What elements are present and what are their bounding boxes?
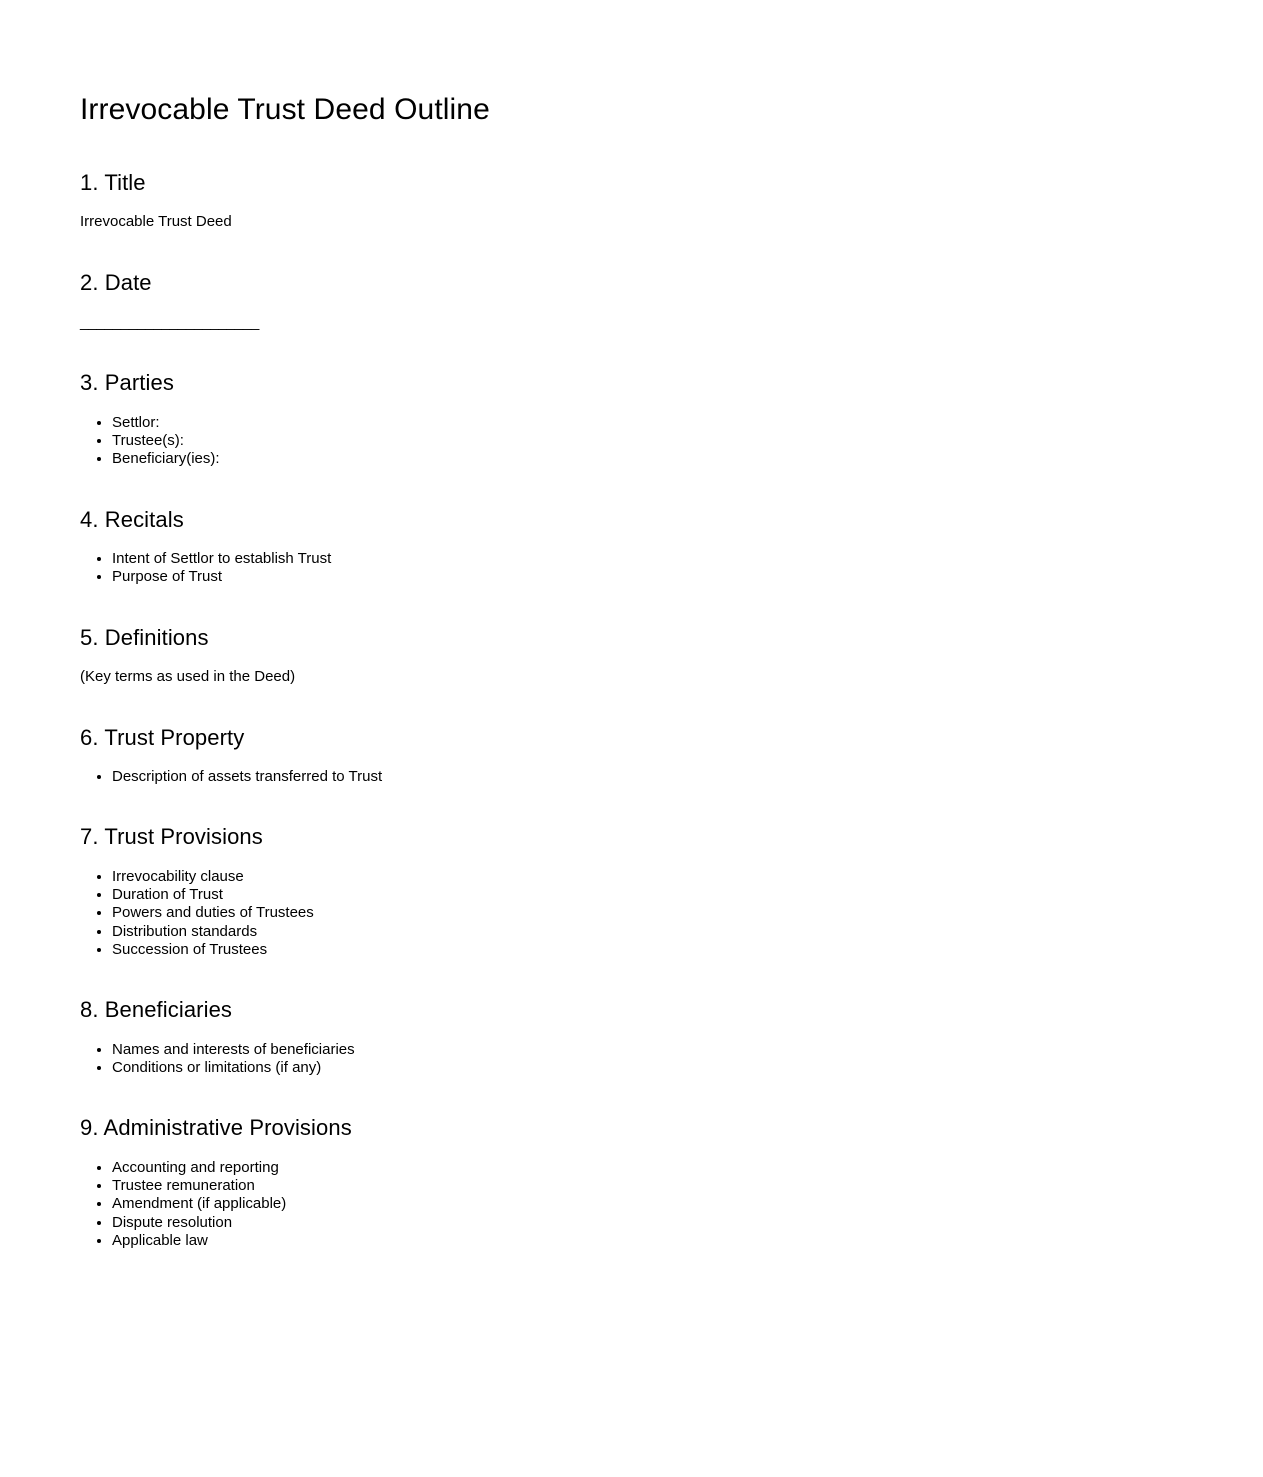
page-title: Irrevocable Trust Deed Outline bbox=[80, 93, 490, 126]
section-recitals bbox=[80, 507, 1183, 587]
list-item: • Applicable law bbox=[112, 1232, 1183, 1250]
section-body-definitions: (Key terms as used in the Deed) bbox=[80, 667, 296, 685]
spacer bbox=[80, 232, 1183, 270]
section-heading-parties: 3. Parties bbox=[80, 370, 174, 396]
spacer bbox=[80, 297, 1183, 314]
list-item: • Conditions or limitations (if any) bbox=[112, 1059, 1183, 1077]
section-list-trust-property bbox=[80, 768, 1183, 786]
section-date bbox=[80, 270, 1183, 332]
section-trust-property bbox=[80, 725, 1183, 787]
section-parties bbox=[80, 370, 1183, 468]
section-trust-provisions bbox=[80, 824, 1183, 959]
section-heading-definitions: 5. Definitions bbox=[80, 624, 209, 650]
date-blank-line: ______________________ bbox=[80, 313, 260, 331]
section-heading-beneficiaries: 8. Beneficiaries bbox=[80, 997, 233, 1023]
list-item: • Amendment (if applicable) bbox=[112, 1195, 1183, 1213]
list-item: • Intent of Settlor to establish Trust bbox=[112, 550, 1183, 568]
spacer bbox=[80, 851, 1183, 868]
spacer bbox=[80, 469, 1183, 507]
spacer bbox=[80, 651, 1183, 668]
section-title bbox=[80, 170, 1183, 232]
list-item: • Succession of Trustees bbox=[112, 941, 1183, 959]
section-heading-date: 2. Date bbox=[80, 270, 152, 296]
list-item: • Duration of Trust bbox=[112, 886, 1183, 904]
list-item: • Dispute resolution bbox=[112, 1214, 1183, 1232]
spacer bbox=[80, 533, 1183, 550]
section-body-title: Irrevocable Trust Deed bbox=[80, 213, 232, 231]
list-item: • Accounting and reporting bbox=[112, 1159, 1183, 1177]
list-item: • Trustee(s): bbox=[112, 432, 1183, 450]
section-list-administrative-provisions bbox=[80, 1159, 1183, 1250]
section-list-beneficiaries bbox=[80, 1041, 1183, 1078]
section-heading-trust-property: 6. Trust Property bbox=[80, 724, 245, 750]
section-list-parties bbox=[80, 414, 1183, 469]
section-heading-recitals: 4. Recitals bbox=[80, 506, 184, 532]
spacer bbox=[80, 1077, 1183, 1115]
spacer bbox=[80, 751, 1183, 768]
section-heading-trust-provisions: 7. Trust Provisions bbox=[80, 824, 263, 850]
spacer bbox=[80, 959, 1183, 997]
list-item: • Beneficiary(ies): bbox=[112, 450, 1183, 468]
section-heading-administrative-provisions: 9. Administrative Provisions bbox=[80, 1115, 352, 1141]
section-beneficiaries bbox=[80, 997, 1183, 1077]
list-item: • Settlor: bbox=[112, 414, 1183, 432]
section-administrative-provisions bbox=[80, 1115, 1183, 1250]
section-heading-title: 1. Title bbox=[80, 170, 146, 195]
spacer bbox=[80, 687, 1183, 725]
spacer bbox=[80, 128, 1183, 170]
list-item: • Powers and duties of Trustees bbox=[112, 904, 1183, 922]
section-list-trust-provisions bbox=[80, 868, 1183, 959]
list-item: • Purpose of Trust bbox=[112, 568, 1183, 586]
spacer bbox=[80, 397, 1183, 414]
list-item: • Description of assets transferred to Trust bbox=[112, 768, 1183, 786]
list-item: • Names and interests of beneficiaries bbox=[112, 1041, 1183, 1059]
list-item: • Irrevocability clause bbox=[112, 868, 1183, 886]
spacer bbox=[80, 332, 1183, 370]
spacer bbox=[80, 587, 1183, 625]
spacer bbox=[80, 1142, 1183, 1159]
list-item: • Trustee remuneration bbox=[112, 1177, 1183, 1195]
section-definitions bbox=[80, 625, 1183, 687]
spacer bbox=[80, 1024, 1183, 1041]
spacer bbox=[80, 786, 1183, 824]
section-list-recitals bbox=[80, 550, 1183, 587]
list-item: • Distribution standards bbox=[112, 923, 1183, 941]
spacer bbox=[80, 196, 1183, 213]
